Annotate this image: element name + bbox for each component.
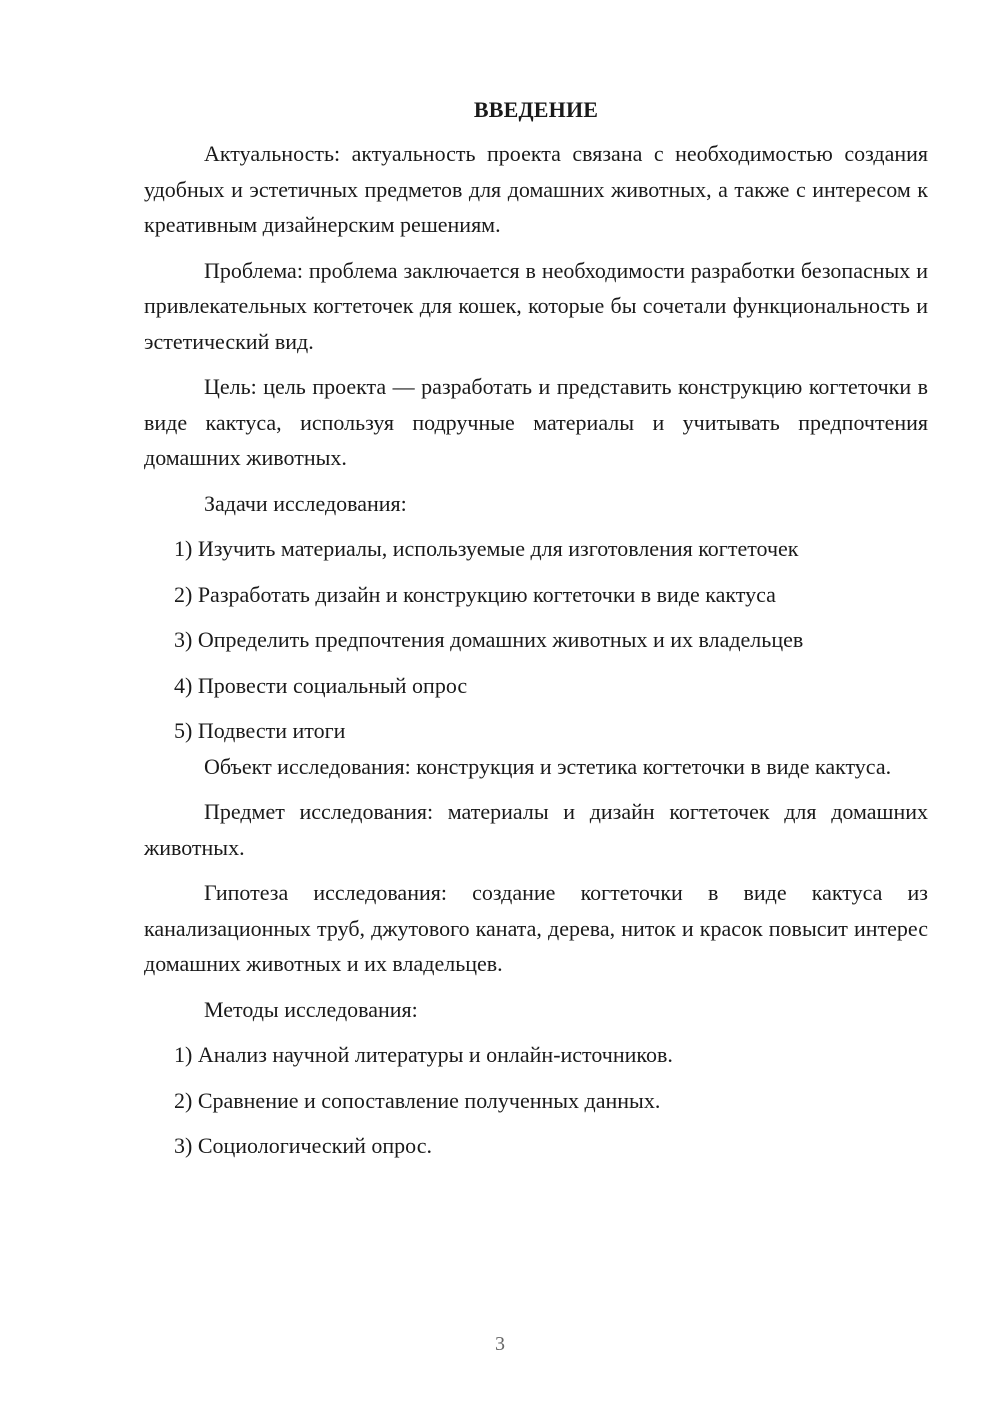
list-item: 4) Провести социальный опрос: [174, 672, 468, 698]
page-content: [144, 94, 928, 1164]
list-item: 3) Определить предпочтения домашних животных и их владельцев: [174, 627, 804, 652]
list-item: 1) Изучить материалы, используемые для изготовления когтеточек: [174, 536, 799, 561]
list-item: 2) Сравнение и сопоставление полученных данных.: [174, 1087, 661, 1113]
goal-paragraph: Цель: цель проекта — разработать и представить конструкцию когтеточки в виде кактуса, используя подручные материалы и учитывать предпочтения домашних животных.: [144, 374, 928, 470]
list-item: 1) Анализ научной литературы и онлайн-источников.: [174, 1042, 673, 1067]
page-number: 3: [495, 1333, 505, 1355]
methods-list: [144, 1037, 928, 1164]
list-item: 5) Подвести итоги: [174, 718, 346, 743]
list-item: 2) Разработать дизайн и конструкцию когтеточки в виде кактуса: [174, 581, 776, 607]
hypothesis-paragraph: Гипотеза исследования: создание когтеточки в виде кактуса из канализационных труб, джутового каната, дерева, ниток и красок повысит интерес домашних животных и их владельцев.: [144, 880, 928, 976]
subject-paragraph: Предмет исследования: материалы и дизайн когтеточек для домашних животных.: [144, 799, 928, 860]
problem-paragraph: Проблема: проблема заключается в необходимости разработки безопасных и привлекательных когтеточек для кошек, которые бы сочетали функциональность и эстетический вид.: [144, 257, 928, 354]
relevance-paragraph: Актуальность: актуальность проекта связана с необходимостью создания удобных и эстетичных предметов для домашних животных, а также с интересом к креативным дизайнерским решениям.: [144, 141, 928, 237]
tasks-label: Задачи исследования:: [204, 490, 407, 516]
methods-label: Методы исследования:: [204, 996, 418, 1022]
object-paragraph: Объект исследования: конструкция и эстетика когтеточки в виде кактуса.: [204, 753, 892, 779]
list-item: 3) Социологический опрос.: [174, 1133, 432, 1158]
tasks-list: [144, 531, 928, 749]
section-title: ВВЕДЕНИЕ: [473, 97, 599, 122]
